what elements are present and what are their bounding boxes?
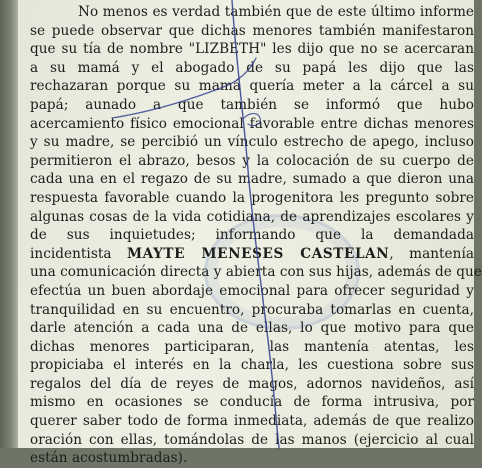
document-line: propiciaba el interés en la charla, les cuestiona sobre sus	[30, 357, 474, 374]
document-line: permitieron el abrazo, besos y la colocación de su cuerpo de	[30, 152, 474, 169]
document-line: querer saber todo de forma inmediata, además de que realizo	[30, 413, 474, 430]
document-line-with-name	[30, 245, 474, 264]
document-line: a su mamá y el abogado de su papá les dijo que las	[30, 59, 474, 76]
document-line: una comunicación directa y abierta con sus hijas, además de que	[30, 264, 482, 281]
document-line: se puede observar que dichas menores también manifestaron	[30, 22, 474, 39]
document-line: de sus inquietudes; informando que la demandada	[30, 227, 474, 244]
document-page	[18, 0, 482, 467]
document-line: y su madre, se percibió un vínculo estrecho de apego, incluso	[30, 134, 474, 151]
document-line: que su tía de nombre "LIZBETH" les dijo que no se acercaran	[30, 41, 474, 58]
document-line: algunas cosas de la vida cotidiana, de aprendizajes escolares y	[30, 208, 474, 225]
document-line: respuesta favorable cuando la progenitora les pregunto sobre	[30, 189, 474, 206]
document-line: están acostumbradas).	[30, 450, 188, 467]
document-line: dichas menores participaran, las mantenía atentas, les	[30, 338, 474, 355]
document-line: papá; aunado a que también se informó que hubo	[30, 96, 474, 113]
document-line: acercamiento físico emocional favorable entre dichas menores	[30, 115, 474, 132]
document-line: regalos del día de reyes de magos, adornos navideños, así	[30, 375, 474, 392]
document-line: No menos es verdad también que de este último informe	[78, 4, 474, 20]
document-line: oración con ellas, tomándolas de las manos (ejercicio al cual	[30, 431, 474, 448]
line-text-after: , mantenía	[389, 245, 475, 262]
document-line: efectúa un buen abordaje emocional para ofrecer seguridad y	[30, 282, 474, 299]
party-name: MAYTE MENESES CASTELAN	[126, 245, 390, 262]
document-line: tranquilidad en su encuentro, procuraba tomarlas en cuenta,	[30, 301, 474, 318]
document-line: rechazaran porque su mamá quería meter a la cárcel a su	[30, 78, 474, 95]
document-line: cada una en el regazo de su madre, sumado a que dieron una	[30, 171, 474, 188]
line-text-before: incidentista	[30, 245, 127, 262]
document-line: darle atención a cada una de ellas, lo que motivo para que	[30, 320, 474, 337]
document-body	[30, 3, 482, 468]
document-line: mismo en ocasiones se conducía de forma intrusiva, por	[30, 394, 474, 411]
page-edge-shadow	[0, 0, 18, 448]
